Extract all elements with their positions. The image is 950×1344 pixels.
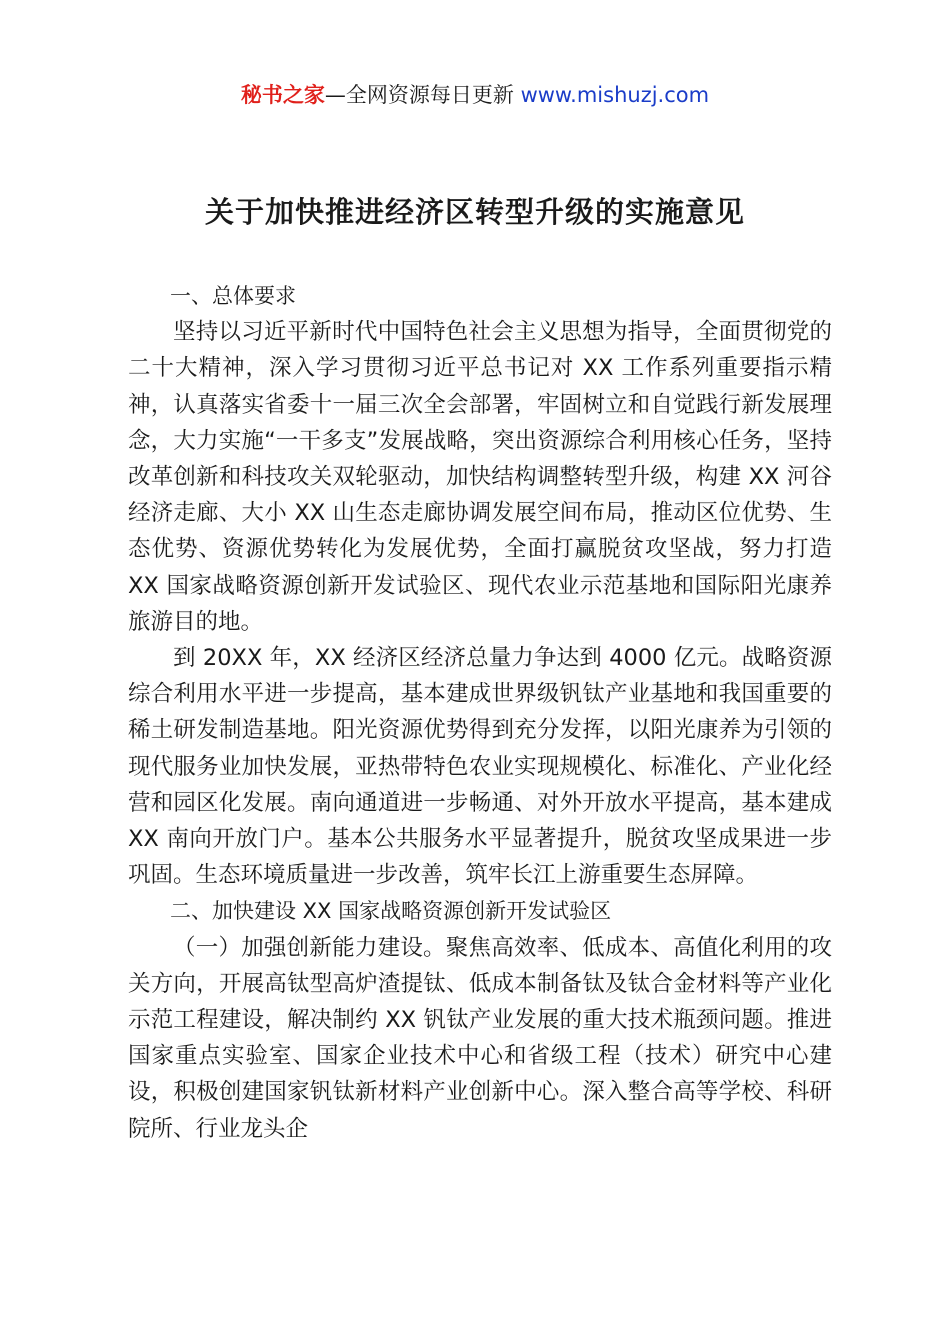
section-heading-1: 一、总体要求 — [170, 284, 296, 308]
paragraph-1: 坚持以习近平新时代中国特色社会主义思想为指导，全面贯彻党的二十大精神，深入学习贯彻习近平总书记对 XX 工作系列重要指示精神，认真落实省委十一届三次全会部署，牢固树立和自觉践行新发展理念，大力实施“一干多支”发展战略，突出资源综合利用核心任务，坚持改革创新和科技攻关双轮驱动，加快结构调整转型升级，构建 XX 河谷经济走廊、大小 XX 山生态走廊协调发展空间布局，推动区位优势、生态优势、资源优势转化为发展优势，全面打赢脱贫攻坚战，努力打造 XX 国家战略资源创新开发试验区、现代农业示范基地和国际阳光康养旅游目的地。 — [128, 319, 832, 635]
document-body — [128, 278, 832, 1147]
document-title: 关于加快推进经济区转型升级的实施意见 — [204, 195, 745, 229]
paragraph-3: （一）加强创新能力建设。聚焦高效率、低成本、高值化利用的攻关方向，开展高钛型高炉渣提钛、低成本制备钛及钛合金材料等产业化示范工程建设，解决制约 XX 钒钛产业发展的重大技术瓶颈问题。推进国家重点实验室、国家企业技术中心和省级工程（技术）研究中心建设，积极创建国家钒钛新材料产业创新中心。深入整合高等学校、科研院所、行业龙头企 — [128, 934, 832, 1142]
brand-name: 秘书之家 — [240, 83, 325, 107]
site-header — [0, 80, 950, 110]
paragraph-2: 到 20XX 年，XX 经济区经济总量力争达到 4000 亿元。战略资源综合利用水平进一步提高，基本建成世界级钒钛产业基地和我国重要的稀土研发制造基地。阳光资源优势得到充分发挥，以阳光康养为引领的现代服务业加快发展，亚热带特色农业实现规模化、标准化、产业化经营和园区化发展。南向通道进一步畅通、对外开放水平提高，基本建成 XX 南向开放门户。基本公共服务水平显著提升，脱贫攻坚成果进一步巩固。生态环境质量进一步改善，筑牢长江上游重要生态屏障。 — [128, 645, 832, 889]
section-heading-2: 二、加快建设 XX 国家战略资源创新开发试验区 — [170, 899, 612, 924]
site-url-link[interactable]: www.mishuzj.com — [520, 83, 710, 107]
header-tagline: —全网资源每日更新 — [324, 83, 521, 107]
